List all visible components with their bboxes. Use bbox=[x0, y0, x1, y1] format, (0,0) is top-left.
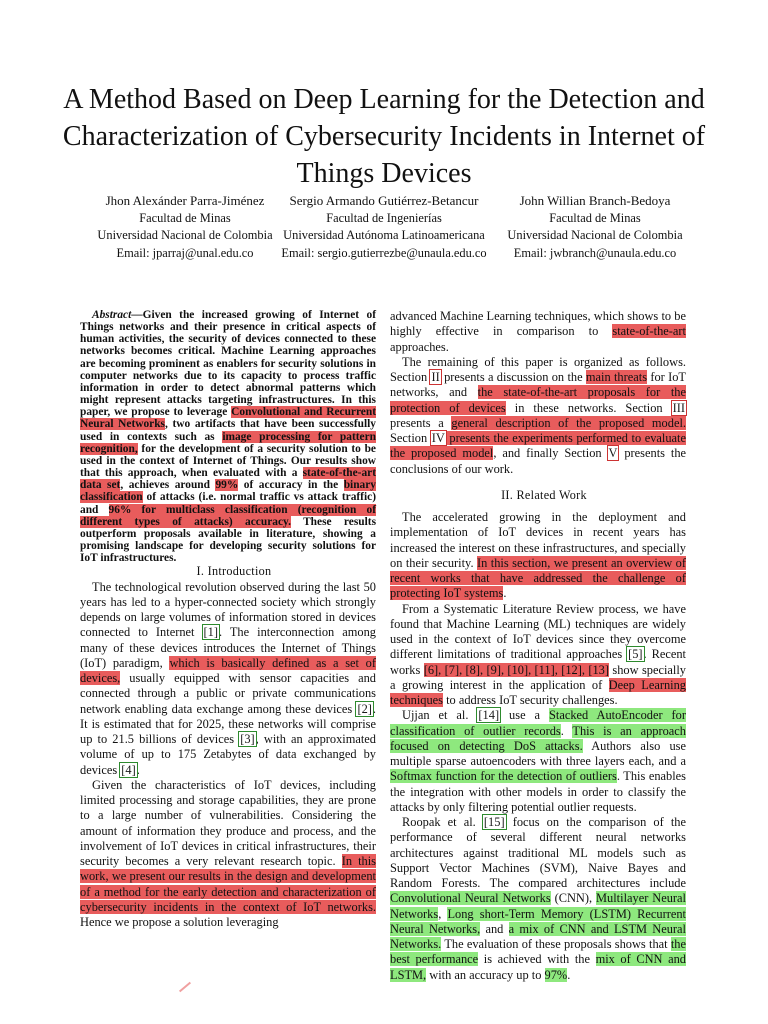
abstract-text: for the development of a security solution to be used in the context of Internet of Things. Our results show that this approach, when evaluated with a bbox=[80, 442, 376, 480]
body-text: The evaluation of these proposals shows that bbox=[441, 937, 671, 951]
body-text: The technological revolution observed during the last 50 years has led to a hyper-connected society which strongly depends on large volumes of information stored in devices connected to Internet bbox=[80, 579, 376, 640]
body-text: . bbox=[503, 586, 507, 601]
abstract-text: —Given the increased growing of Internet of Things networks and their presence in critical aspects of human activities, the security of devices connected to these networks becomes critical. Machine Learning approaches are becoming prominent as enablers for security solutions in computer networks due to its capacity to process traffic information in order to detect abnormal patterns which might represent attacks targeting infrastructures. In this paper, we propose to leverage bbox=[80, 309, 376, 419]
abstract-text: These results outperform proposals available in literature, showing a promising landscape for developing security solutions for IoT infrastructures. bbox=[80, 515, 376, 565]
author-university: Universidad Nacional de Colombia bbox=[507, 228, 683, 242]
body-text: . The interconnection among many of these devices introduces the Internet of Things (IoT) paradigm, bbox=[80, 625, 376, 670]
body-text: , bbox=[438, 906, 448, 921]
section-link[interactable]: III bbox=[672, 400, 686, 415]
body-text: Given the characteristics of IoT devices, including limited processing and storage capabilities, they are prone to a large number of vulnerabilities. Considering the amount of information they produce and process, and the involvement of IoT devices in critical infrastructures, their security becomes a very relevant research topic. bbox=[80, 777, 376, 869]
citation-link[interactable]: [3] bbox=[240, 732, 255, 747]
body-text: The remaining of this paper is organized as follows. Section bbox=[390, 354, 686, 384]
author-3 bbox=[470, 192, 720, 262]
body-text: with an accuracy up to bbox=[426, 967, 545, 982]
citation-link[interactable]: [15] bbox=[483, 815, 505, 829]
section-heading-related-work: II. Related Work bbox=[501, 487, 587, 502]
highlight-red: 99% bbox=[215, 479, 239, 492]
citation-link[interactable]: [5] bbox=[628, 647, 643, 662]
body-text: use a bbox=[500, 708, 550, 723]
highlight-green: the best performance bbox=[390, 937, 686, 967]
highlight-green: mix of CNN and LSTM, bbox=[390, 952, 686, 982]
author-university: Universidad Nacional de Colombia bbox=[97, 228, 273, 242]
body-text: show specially a growing interest in the application of bbox=[390, 662, 686, 692]
body-text: usually equipped with sensor capacities and connected through a public or private communications network enabling data exchange among these devices bbox=[80, 671, 376, 716]
highlight-red: In this work, we present our results in the design and development of a method for the early detection and characterization of cybersecurity incidents in the context of IoT networks. bbox=[80, 854, 376, 914]
body-text: . bbox=[567, 967, 571, 982]
body-text: From a Systematic Literature Review process, we have found that Machine Learning (ML) techniques are widely used in the context of IoT devices since they overcome different limitations of traditional approaches bbox=[390, 601, 686, 662]
related-paragraph-3 bbox=[390, 708, 686, 815]
body-text: Hence we propose a solution leveraging bbox=[80, 915, 279, 930]
highlight-red: general description of the proposed model. bbox=[451, 415, 686, 430]
body-text: approaches. bbox=[390, 339, 449, 354]
related-paragraph-4 bbox=[390, 815, 686, 983]
citation-link[interactable]: [2] bbox=[357, 701, 372, 716]
highlight-red: the state-of-the-art proposals for the protection of devices bbox=[390, 385, 687, 415]
highlight-red: image processing for pattern recognition, bbox=[80, 430, 376, 455]
highlight-red: 96% for multiclass classification (recognition of different types of attacks) accuracy. bbox=[80, 503, 376, 528]
author-email: Email: jwbranch@unaula.edu.co bbox=[513, 245, 677, 260]
section-heading-introduction: I. Introduction bbox=[196, 564, 272, 579]
highlight-red: presents the experiments performed to evaluate the proposed model bbox=[390, 431, 686, 461]
highlight-green: Stacked AutoEncoder for classification of outlier records bbox=[390, 708, 687, 738]
body-text: presents a discussion on the bbox=[440, 370, 586, 384]
paper-title: A Method Based on Deep Learning for the Detection and Characterization of Cybersecurity Incidents in Internet of Things Devices bbox=[62, 83, 706, 189]
highlight-red: state-of-the-art data set bbox=[80, 467, 376, 492]
body-text: . bbox=[136, 762, 140, 777]
body-text: for IoT networks, and bbox=[390, 370, 686, 400]
highlight-green: Long short-Term Memory (LSTM) Recurrent Neural Networks, bbox=[390, 906, 686, 936]
organization-paragraph bbox=[390, 355, 686, 477]
body-text: in these networks. Section bbox=[505, 400, 672, 415]
body-text: , with an approximated volume of up to 175 Zetabytes of data exchanged by devices bbox=[80, 732, 376, 777]
intro-paragraph-1 bbox=[80, 580, 376, 778]
related-paragraph-1 bbox=[390, 510, 686, 602]
body-text: . Recent works bbox=[390, 647, 686, 677]
highlight-red: binary classification bbox=[80, 479, 376, 504]
citation-link[interactable]: [14] bbox=[478, 708, 500, 723]
highlight-green: Softmax function for the detection of outliers bbox=[390, 769, 617, 784]
body-text: focus on the comparison of the performance of several different neural networks architectures against traditional ML models such as Support Vector Machines (SVM), Naive Bayes and Random Forests. The compared architectures include bbox=[390, 815, 686, 890]
highlight-green: a mix of CNN and LSTM Neural Networks. bbox=[390, 921, 686, 951]
abstract-text: , achieves around bbox=[120, 479, 216, 492]
citation-link[interactable]: [1] bbox=[203, 625, 218, 640]
author-name: Jhon Alexánder Parra-Jiménez bbox=[105, 193, 265, 208]
highlight-red: Convolutional and Recurrent Neural Networks bbox=[80, 406, 376, 431]
section-link[interactable]: IV bbox=[431, 431, 445, 445]
left-column bbox=[80, 309, 376, 930]
highlight-red: In this section, we present an overview of recent works that have addressed the challenge of protecting IoT systems bbox=[390, 555, 686, 601]
author-university: Universidad Autónoma Latinoamericana bbox=[283, 228, 485, 242]
body-text: Authors also use multiple sparse autoencoders with three layers each, and a bbox=[390, 738, 686, 768]
author-faculty: Facultad de Ingenierías bbox=[326, 210, 442, 225]
abstract-lead: Abstract bbox=[92, 309, 132, 321]
author-name: John Willian Branch-Bedoya bbox=[519, 193, 671, 208]
body-text: Ujjan et al. bbox=[402, 708, 478, 723]
body-text: to address IoT security challenges. bbox=[443, 693, 618, 707]
highlight-green: Multilayer Neural Networks bbox=[390, 891, 686, 921]
body-text: presents a bbox=[390, 415, 452, 430]
highlight-red: [6], [7], [8], [9], [10], [11], [12], [13] bbox=[423, 662, 610, 677]
body-text: . bbox=[560, 723, 573, 738]
body-text: advanced Machine Learning techniques, which shows to be highly effective in comparison to bbox=[390, 309, 686, 339]
highlight-green: Convolutional Neural Networks bbox=[390, 891, 551, 906]
body-text: . It is estimated that for 2025, these networks will comprise up to 21.5 billions of devices bbox=[80, 701, 376, 747]
author-name: Sergio Armando Gutiérrez-Betancur bbox=[289, 193, 479, 208]
author-email: Email: jparraj@unal.edu.co bbox=[116, 245, 254, 260]
citation-link[interactable]: [4] bbox=[121, 762, 136, 777]
body-text: Section bbox=[390, 431, 431, 445]
abstract bbox=[80, 309, 376, 564]
body-text: . This enables the integration with other models in order to classify the attacks by only filtering potential outlier requests. bbox=[390, 769, 686, 814]
continued-paragraph bbox=[390, 309, 686, 355]
author-faculty: Facultad de Minas bbox=[139, 210, 231, 225]
section-link[interactable]: V bbox=[608, 446, 618, 461]
body-text: is achieved with the bbox=[478, 952, 596, 967]
author-faculty: Facultad de Minas bbox=[549, 210, 641, 225]
abstract-text: of accuracy in the bbox=[238, 479, 344, 492]
right-column bbox=[390, 309, 686, 983]
highlight-red: state-of-the-art bbox=[612, 324, 686, 339]
body-text: Roopak et al. bbox=[402, 815, 483, 829]
abstract-text: of attacks (i.e. normal traffic vs attack traffic) and bbox=[80, 491, 376, 516]
body-text: presents the conclusions of our work. bbox=[390, 446, 687, 476]
highlight-red: Deep Learning techniques bbox=[390, 677, 686, 707]
highlight-green: 97% bbox=[544, 967, 568, 982]
related-paragraph-2 bbox=[390, 602, 686, 709]
abstract-text: , two artifacts that have been successfully used in contexts such as bbox=[80, 418, 377, 443]
section-link[interactable]: II bbox=[431, 370, 440, 384]
annotation-pen-mark bbox=[179, 982, 191, 993]
author-email: Email: sergio.gutierrezbe@unaula.edu.co bbox=[281, 245, 487, 260]
body-text: The accelerated growing in the deployment and implementation of IoT devices in recent years has increased the interest on these infrastructures, and specially on their security. bbox=[390, 510, 686, 570]
highlight-red: which is basically defined as a set of devices, bbox=[80, 655, 376, 686]
body-text: , and finally Section bbox=[493, 446, 608, 461]
intro-paragraph-2 bbox=[80, 778, 376, 931]
body-text: and bbox=[480, 921, 509, 936]
highlight-red: main threats bbox=[585, 370, 648, 384]
body-text: (CNN), bbox=[550, 891, 597, 906]
highlight-green: This is an approach focused on detecting DoS attacks. bbox=[390, 723, 687, 753]
